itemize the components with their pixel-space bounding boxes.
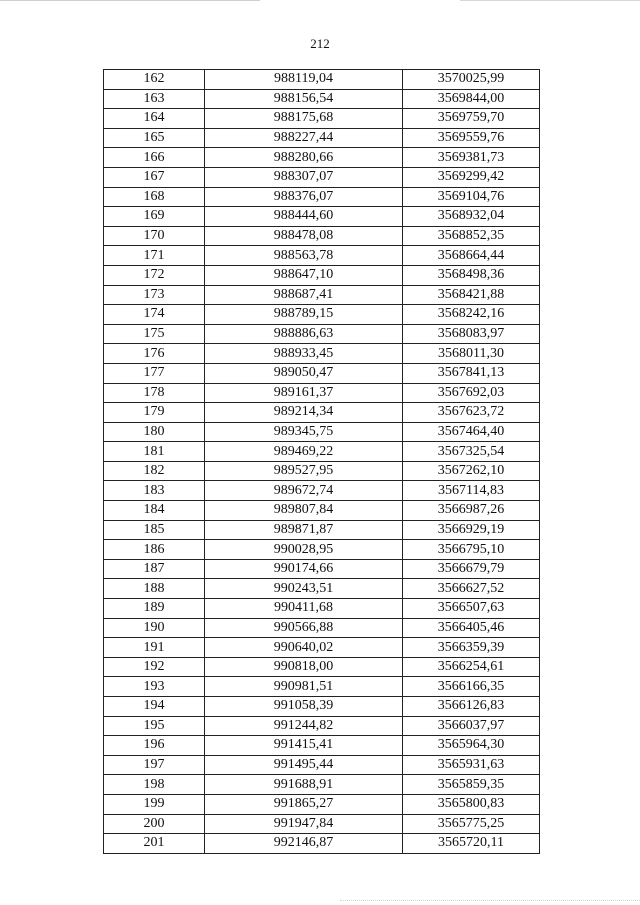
table-row <box>104 148 540 168</box>
y-coordinate-cell: 3565964,30 <box>403 736 540 756</box>
point-number-cell: 196 <box>104 736 205 756</box>
point-number-cell: 191 <box>104 638 205 658</box>
y-coordinate-cell: 3568932,04 <box>403 207 540 227</box>
y-coordinate-cell: 3568242,16 <box>403 305 540 325</box>
page-number: 212 <box>310 36 330 51</box>
y-coordinate-cell: 3566126,83 <box>403 697 540 717</box>
table-row <box>104 167 540 187</box>
table-row <box>104 755 540 775</box>
x-coordinate-cell: 992146,87 <box>205 834 403 854</box>
y-coordinate-cell: 3565931,63 <box>403 755 540 775</box>
x-coordinate-cell: 988933,45 <box>205 344 403 364</box>
y-coordinate-cell: 3569299,42 <box>403 167 540 187</box>
table-row <box>104 697 540 717</box>
point-number-cell: 164 <box>104 109 205 129</box>
table-row <box>104 363 540 383</box>
point-number-cell: 185 <box>104 520 205 540</box>
x-coordinate-cell: 988156,54 <box>205 89 403 109</box>
y-coordinate-cell: 3570025,99 <box>403 70 540 90</box>
point-number-cell: 198 <box>104 775 205 795</box>
table-row <box>104 814 540 834</box>
table-row <box>104 422 540 442</box>
x-coordinate-cell: 990566,88 <box>205 618 403 638</box>
x-coordinate-cell: 988227,44 <box>205 128 403 148</box>
x-coordinate-cell: 990640,02 <box>205 638 403 658</box>
point-number-cell: 178 <box>104 383 205 403</box>
table-row <box>104 834 540 854</box>
point-number-cell: 181 <box>104 442 205 462</box>
table-row <box>104 501 540 521</box>
point-number-cell: 172 <box>104 265 205 285</box>
y-coordinate-cell: 3567114,83 <box>403 481 540 501</box>
y-coordinate-cell: 3566507,63 <box>403 599 540 619</box>
x-coordinate-cell: 988175,68 <box>205 109 403 129</box>
x-coordinate-cell: 988119,04 <box>205 70 403 90</box>
scan-edge-top-right <box>460 0 640 3</box>
point-number-cell: 199 <box>104 794 205 814</box>
point-number-cell: 174 <box>104 305 205 325</box>
point-number-cell: 180 <box>104 422 205 442</box>
y-coordinate-cell: 3568421,88 <box>403 285 540 305</box>
x-coordinate-cell: 989672,74 <box>205 481 403 501</box>
x-coordinate-cell: 990243,51 <box>205 579 403 599</box>
table-row <box>104 324 540 344</box>
y-coordinate-cell: 3566359,39 <box>403 638 540 658</box>
x-coordinate-cell: 989214,34 <box>205 403 403 423</box>
y-coordinate-cell: 3568083,97 <box>403 324 540 344</box>
table-row <box>104 344 540 364</box>
table-row <box>104 207 540 227</box>
y-coordinate-cell: 3566037,97 <box>403 716 540 736</box>
x-coordinate-cell: 991688,91 <box>205 775 403 795</box>
y-coordinate-cell: 3567692,03 <box>403 383 540 403</box>
point-number-cell: 188 <box>104 579 205 599</box>
y-coordinate-cell: 3567841,13 <box>403 363 540 383</box>
y-coordinate-cell: 3569759,70 <box>403 109 540 129</box>
point-number-cell: 170 <box>104 226 205 246</box>
point-number-cell: 187 <box>104 559 205 579</box>
point-number-cell: 163 <box>104 89 205 109</box>
x-coordinate-cell: 990028,95 <box>205 540 403 560</box>
x-coordinate-cell: 988280,66 <box>205 148 403 168</box>
point-number-cell: 175 <box>104 324 205 344</box>
coordinates-table <box>103 69 540 854</box>
y-coordinate-cell: 3568011,30 <box>403 344 540 364</box>
table-row <box>104 246 540 266</box>
table-row <box>104 383 540 403</box>
y-coordinate-cell: 3566627,52 <box>403 579 540 599</box>
y-coordinate-cell: 3568852,35 <box>403 226 540 246</box>
scan-edge-bottom <box>340 900 640 901</box>
x-coordinate-cell: 989807,84 <box>205 501 403 521</box>
y-coordinate-cell: 3566405,46 <box>403 618 540 638</box>
point-number-cell: 197 <box>104 755 205 775</box>
table-row <box>104 657 540 677</box>
point-number-cell: 195 <box>104 716 205 736</box>
point-number-cell: 165 <box>104 128 205 148</box>
y-coordinate-cell: 3566254,61 <box>403 657 540 677</box>
x-coordinate-cell: 991415,41 <box>205 736 403 756</box>
table-row <box>104 442 540 462</box>
y-coordinate-cell: 3568664,44 <box>403 246 540 266</box>
point-number-cell: 200 <box>104 814 205 834</box>
x-coordinate-cell: 988478,08 <box>205 226 403 246</box>
table-row <box>104 794 540 814</box>
point-number-cell: 162 <box>104 70 205 90</box>
point-number-cell: 176 <box>104 344 205 364</box>
table-row <box>104 89 540 109</box>
point-number-cell: 169 <box>104 207 205 227</box>
table-row <box>104 265 540 285</box>
y-coordinate-cell: 3569559,76 <box>403 128 540 148</box>
y-coordinate-cell: 3566987,26 <box>403 501 540 521</box>
x-coordinate-cell: 988687,41 <box>205 285 403 305</box>
x-coordinate-cell: 990818,00 <box>205 657 403 677</box>
table-row <box>104 403 540 423</box>
table-row <box>104 461 540 481</box>
table-row <box>104 579 540 599</box>
y-coordinate-cell: 3567325,54 <box>403 442 540 462</box>
y-coordinate-cell: 3566795,10 <box>403 540 540 560</box>
x-coordinate-cell: 988307,07 <box>205 167 403 187</box>
x-coordinate-cell: 990174,66 <box>205 559 403 579</box>
y-coordinate-cell: 3565859,35 <box>403 775 540 795</box>
table-row <box>104 618 540 638</box>
table-row <box>104 638 540 658</box>
y-coordinate-cell: 3567623,72 <box>403 403 540 423</box>
point-number-cell: 182 <box>104 461 205 481</box>
point-number-cell: 177 <box>104 363 205 383</box>
coordinates-table-body <box>104 70 540 854</box>
coordinates-table-container <box>103 69 539 854</box>
point-number-cell: 192 <box>104 657 205 677</box>
table-row <box>104 599 540 619</box>
table-row <box>104 540 540 560</box>
point-number-cell: 166 <box>104 148 205 168</box>
y-coordinate-cell: 3566929,19 <box>403 520 540 540</box>
x-coordinate-cell: 991947,84 <box>205 814 403 834</box>
x-coordinate-cell: 990411,68 <box>205 599 403 619</box>
table-row <box>104 128 540 148</box>
point-number-cell: 186 <box>104 540 205 560</box>
x-coordinate-cell: 989469,22 <box>205 442 403 462</box>
x-coordinate-cell: 989345,75 <box>205 422 403 442</box>
x-coordinate-cell: 988563,78 <box>205 246 403 266</box>
table-row <box>104 285 540 305</box>
y-coordinate-cell: 3569104,76 <box>403 187 540 207</box>
point-number-cell: 179 <box>104 403 205 423</box>
table-row <box>104 736 540 756</box>
x-coordinate-cell: 989161,37 <box>205 383 403 403</box>
point-number-cell: 189 <box>104 599 205 619</box>
x-coordinate-cell: 989871,87 <box>205 520 403 540</box>
x-coordinate-cell: 988444,60 <box>205 207 403 227</box>
table-row <box>104 775 540 795</box>
x-coordinate-cell: 991865,27 <box>205 794 403 814</box>
y-coordinate-cell: 3569844,00 <box>403 89 540 109</box>
x-coordinate-cell: 989050,47 <box>205 363 403 383</box>
point-number-cell: 190 <box>104 618 205 638</box>
point-number-cell: 171 <box>104 246 205 266</box>
table-row <box>104 226 540 246</box>
point-number-cell: 168 <box>104 187 205 207</box>
y-coordinate-cell: 3565775,25 <box>403 814 540 834</box>
table-row <box>104 305 540 325</box>
table-row <box>104 559 540 579</box>
point-number-cell: 183 <box>104 481 205 501</box>
table-row <box>104 520 540 540</box>
point-number-cell: 167 <box>104 167 205 187</box>
y-coordinate-cell: 3566166,35 <box>403 677 540 697</box>
x-coordinate-cell: 990981,51 <box>205 677 403 697</box>
x-coordinate-cell: 988376,07 <box>205 187 403 207</box>
x-coordinate-cell: 991495,44 <box>205 755 403 775</box>
x-coordinate-cell: 991058,39 <box>205 697 403 717</box>
table-row <box>104 70 540 90</box>
table-row <box>104 109 540 129</box>
x-coordinate-cell: 988886,63 <box>205 324 403 344</box>
y-coordinate-cell: 3565800,83 <box>403 794 540 814</box>
y-coordinate-cell: 3567464,40 <box>403 422 540 442</box>
table-row <box>104 677 540 697</box>
x-coordinate-cell: 991244,82 <box>205 716 403 736</box>
x-coordinate-cell: 988789,15 <box>205 305 403 325</box>
point-number-cell: 173 <box>104 285 205 305</box>
y-coordinate-cell: 3568498,36 <box>403 265 540 285</box>
point-number-cell: 184 <box>104 501 205 521</box>
table-row <box>104 716 540 736</box>
y-coordinate-cell: 3565720,11 <box>403 834 540 854</box>
scan-edge-top-left <box>0 0 260 3</box>
y-coordinate-cell: 3569381,73 <box>403 148 540 168</box>
point-number-cell: 201 <box>104 834 205 854</box>
y-coordinate-cell: 3566679,79 <box>403 559 540 579</box>
x-coordinate-cell: 988647,10 <box>205 265 403 285</box>
y-coordinate-cell: 3567262,10 <box>403 461 540 481</box>
x-coordinate-cell: 989527,95 <box>205 461 403 481</box>
table-row <box>104 481 540 501</box>
table-row <box>104 187 540 207</box>
point-number-cell: 193 <box>104 677 205 697</box>
point-number-cell: 194 <box>104 697 205 717</box>
